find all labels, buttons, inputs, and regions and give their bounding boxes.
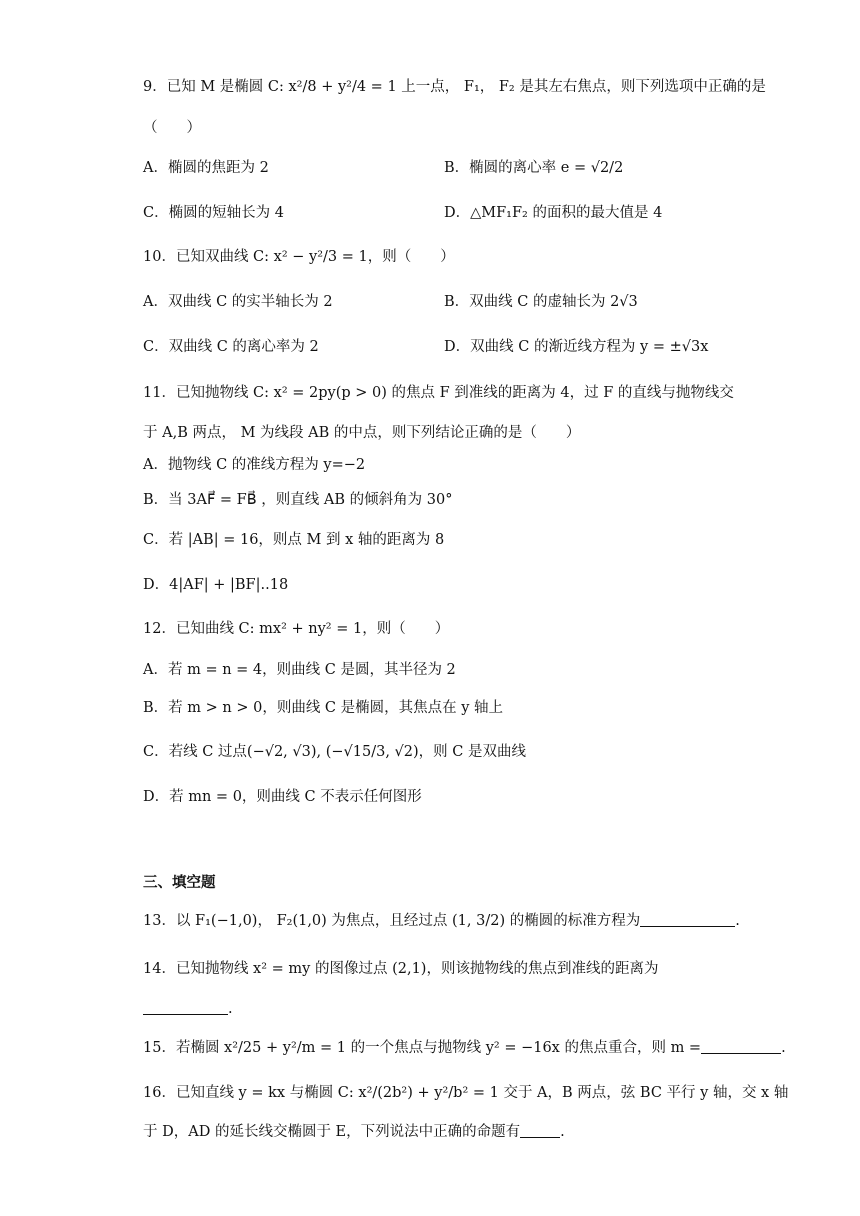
- q9-option-c: C．椭圆的短轴长为 4: [143, 205, 284, 221]
- q16-end: .: [560, 1124, 565, 1140]
- q14-line2: [143, 998, 233, 1020]
- q12-option-a: A．若 m = n = 4，则曲线 C 是圆，其半径为 2: [143, 662, 456, 678]
- q10-option-d: D．双曲线 C 的渐近线方程为 y = ±√3x: [444, 339, 709, 355]
- q10-option-a: A．双曲线 C 的实半轴长为 2: [143, 294, 333, 310]
- q16-text: 于 D，AD 的延长线交椭圆于 E，下列说法中正确的命题有: [143, 1124, 521, 1140]
- q9-option-a: A．椭圆的焦距为 2: [143, 160, 269, 176]
- q15-line: [143, 1037, 786, 1059]
- q9-stem-line1: 9．已知 M 是椭圆 C: x²/8 + y²/4 = 1 上一点， F₁， F₂ 是其左右焦点，则下列选项中正确的是: [143, 79, 766, 95]
- q13-end: .: [735, 913, 740, 929]
- q13-line: [143, 910, 740, 932]
- q9-option-d: D．△MF₁F₂ 的面积的最大值是 4: [444, 205, 663, 221]
- q11-stem-line1: 11．已知抛物线 C: x² = 2py(p > 0) 的焦点 F 到准线的距离为 4，过 F 的直线与抛物线交: [143, 385, 734, 401]
- q14-end: .: [228, 1001, 233, 1017]
- q11-option-d: D．4|AF| + |BF|..18: [143, 577, 289, 593]
- q12-stem: 12．已知曲线 C: mx² + ny² = 1，则（ ）: [143, 621, 450, 637]
- q11-stem-line2: 于 A,B 两点， M 为线段 AB 的中点，则下列结论正确的是（ ）: [143, 425, 581, 441]
- q9-stem-line2: （ ）: [143, 120, 201, 136]
- q15-end: .: [781, 1040, 786, 1056]
- q11-option-a: A．抛物线 C 的准线方程为 y=−2: [143, 457, 366, 473]
- q16-answer-blank[interactable]: [520, 1123, 560, 1138]
- q12-option-c: C．若线 C 过点(−√2, √3), (−√15/3, √2)，则 C 是双曲线: [143, 744, 526, 760]
- section-title: 三、填空题: [143, 874, 216, 891]
- q14-line1: 14．已知抛物线 x² = my 的图像过点 (2,1)，则该抛物线的焦点到准线的距离为: [143, 961, 659, 977]
- q14-answer-blank[interactable]: [143, 1000, 228, 1015]
- q10-option-b: B．双曲线 C 的虚轴长为 2√3: [444, 294, 638, 310]
- q10-option-c: C．双曲线 C 的离心率为 2: [143, 339, 319, 355]
- q12-option-d: D．若 mn = 0，则曲线 C 不表示任何图形: [143, 789, 422, 805]
- q9-option-b: B．椭圆的离心率 e = √2/2: [444, 160, 624, 176]
- q15-answer-blank[interactable]: [701, 1039, 781, 1054]
- q12-option-b: B．若 m > n > 0，则曲线 C 是椭圆，其焦点在 y 轴上: [143, 700, 504, 716]
- q11-option-c: C．若 |AB| = 16，则点 M 到 x 轴的距离为 8: [143, 532, 445, 548]
- q11-option-b: B．当 3AF⃗ = FB⃗ ，则直线 AB 的倾斜角为 30°: [143, 492, 453, 508]
- q13-answer-blank[interactable]: [640, 912, 735, 927]
- q16-line1: 16．已知直线 y = kx 与椭圆 C: x²/(2b²) + y²/b² = 1 交于 A，B 两点，弦 BC 平行 y 轴，交 x 轴: [143, 1085, 789, 1101]
- q16-line2: [143, 1121, 565, 1143]
- q10-stem: 10．已知双曲线 C: x² − y²/3 = 1，则（ ）: [143, 249, 455, 265]
- q15-text: 15．若椭圆 x²/25 + y²/m = 1 的一个焦点与抛物线 y² = −16x 的焦点重合，则 m =: [143, 1040, 702, 1056]
- q13-text: 13．以 F₁(−1,0)， F₂(1,0) 为焦点，且经过点 (1, 3/2) 的椭圆的标准方程为: [143, 913, 641, 929]
